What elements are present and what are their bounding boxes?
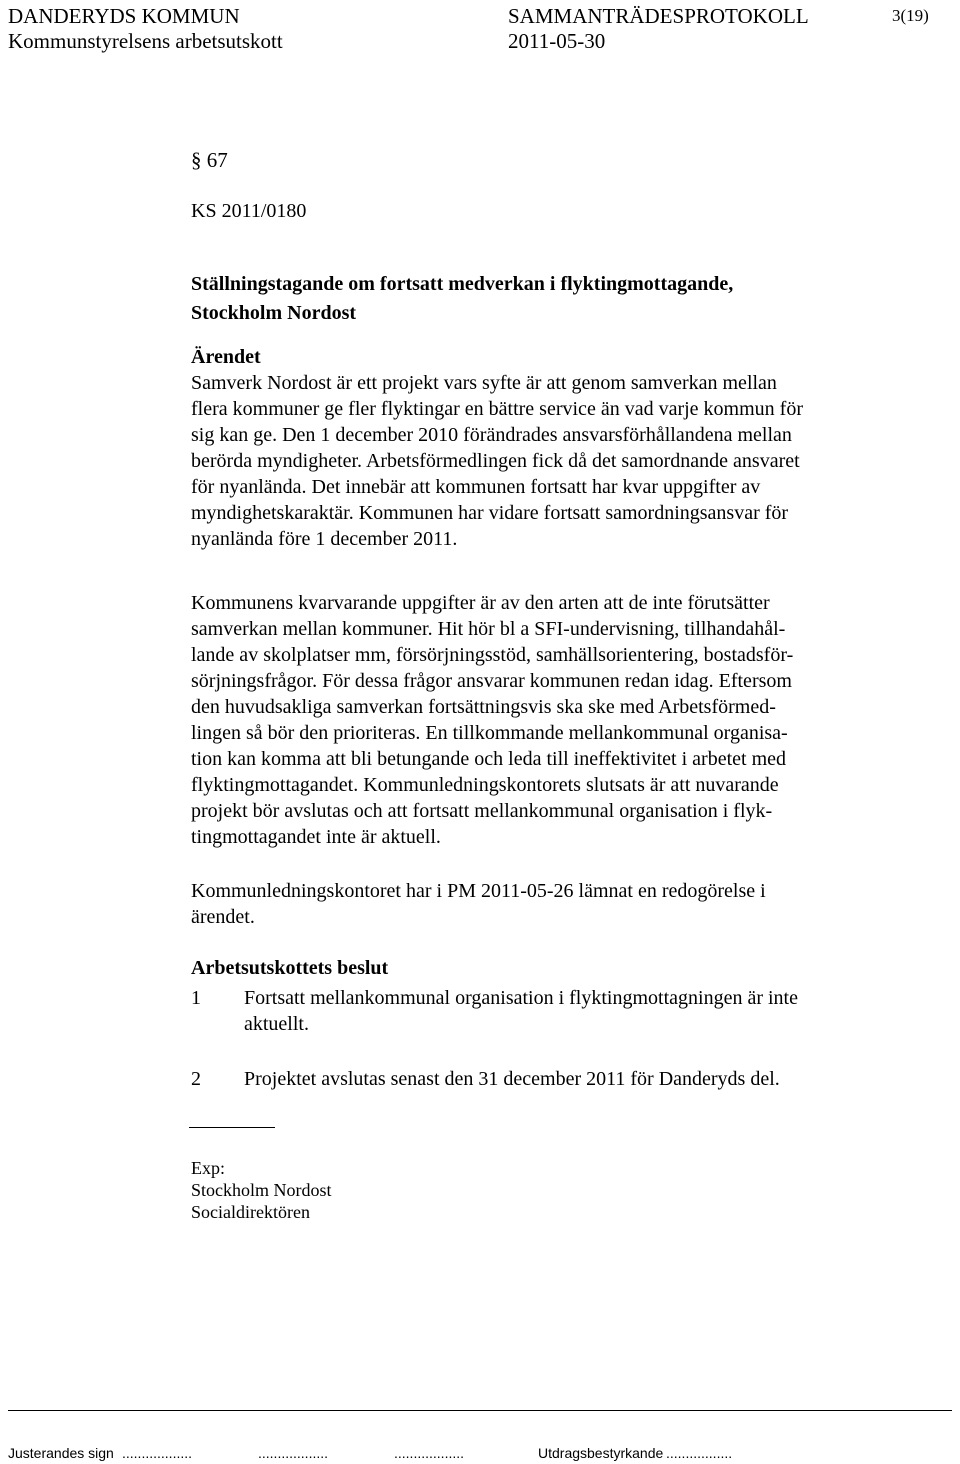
arendet-paragraph-3 — [191, 878, 766, 930]
footer-rule — [8, 1410, 952, 1411]
text-line: projekt bör avslutas och att fortsatt mellankommunal organisation i flyk- — [191, 800, 773, 822]
expedition-recipient: Socialdirektören — [191, 1202, 310, 1222]
committee-name: Kommunstyrelsens arbetsutskott — [8, 29, 283, 53]
text-line: samverkan mellan kommuner. Hit hör bl a SFI-undervisning, tillhandahål- — [191, 618, 786, 640]
arendet-paragraph-2 — [191, 590, 793, 850]
expedition-separator — [189, 1127, 275, 1128]
decision-number: 2 — [191, 1068, 201, 1090]
expedition-list — [191, 1157, 332, 1223]
text-line: lande av skolplatser mm, försörjningsstöd, samhällsorientering, bostadsför- — [191, 644, 794, 666]
text-line: för nyanlända. Det innebär att kommunen fortsatt har kvar uppgifter av — [191, 476, 761, 498]
decision-number: 1 — [191, 987, 201, 1009]
page-number: 3(19) — [892, 6, 929, 25]
text-line: Fortsatt mellankommunal organisation i flyktingmottagningen är inte — [244, 987, 798, 1009]
protocol-type: SAMMANTRÄDESPROTOKOLL — [508, 4, 809, 28]
text-line: sörjningsfrågor. För dessa frågor ansvarar kommunen redan idag. Eftersom — [191, 670, 792, 692]
expedition-recipient: Stockholm Nordost — [191, 1180, 332, 1200]
beslut-heading: Arbetsutskottets beslut — [191, 957, 389, 979]
text-line: myndighetskaraktär. Kommunen har vidare fortsatt samordningsansvar för — [191, 502, 789, 524]
signature-dots: .................. — [394, 1445, 465, 1461]
signature-dots: .................. — [122, 1445, 193, 1461]
justerandes-sign-label: Justerandes sign — [8, 1445, 114, 1461]
text-line: tingmottagandet inte är aktuell. — [191, 826, 441, 848]
utdragsbestyrkande-label: Utdragsbestyrkande — [538, 1445, 664, 1461]
meeting-date: 2011-05-30 — [508, 29, 606, 53]
text-line: berörda myndigheter. Arbetsförmedlingen fick då det samordnande ansvaret — [191, 450, 800, 472]
paragraph-heading — [191, 147, 228, 173]
text-line: nyanlända före 1 december 2011. — [191, 528, 458, 550]
text-line: lingen så bör den prioriteras. En tillkommande mellankommunal organisa- — [191, 722, 788, 744]
text-line: Kommunledningskontoret har i PM 2011-05-26 lämnat en redogörelse i — [191, 880, 766, 902]
text-line: tion kan komma att bli betungande och leda till ineffektivitet i arbetet med — [191, 748, 787, 770]
paragraph-number: 67 — [206, 148, 228, 172]
text-line: flera kommuner ge fler flyktingar en bättre service än vad varje kommun för — [191, 398, 803, 420]
municipality-name: DANDERYDS KOMMUN — [8, 4, 240, 28]
text-line: aktuellt. — [244, 1013, 309, 1035]
text-line: sig kan ge. Den 1 december 2010 förändrades ansvarsförhållandena mellan — [191, 424, 792, 446]
arendet-paragraph-1 — [191, 370, 803, 552]
arendet-heading: Ärendet — [191, 346, 261, 368]
case-number: KS 2011/0180 — [191, 200, 307, 222]
title-line: Stockholm Nordost — [191, 302, 357, 324]
item-title — [191, 270, 733, 328]
signature-dots: .................. — [258, 1445, 329, 1461]
text-line: flyktingmottagandet. Kommunledningskontorets slutsats är att nuvarande — [191, 774, 779, 796]
title-line: Ställningstagande om fortsatt medverkan i flyktingmottagande, — [191, 273, 734, 295]
text-line: den huvudsakliga samverkan fortsättningsvis ska ske med Arbetsförmed- — [191, 696, 776, 718]
expedition-label: Exp: — [191, 1158, 225, 1178]
text-line: ärendet. — [191, 906, 255, 928]
signature-dots: ................. — [666, 1445, 733, 1461]
decision-text — [244, 985, 798, 1037]
paragraph-symbol: § — [191, 148, 202, 172]
text-line: Projektet avslutas senast den 31 december 2011 för Danderyds del. — [244, 1068, 780, 1090]
text-line: Kommunens kvarvarande uppgifter är av den arten att de inte förutsätter — [191, 592, 770, 614]
text-line: Samverk Nordost är ett projekt vars syfte är att genom samverkan mellan — [191, 372, 777, 394]
decision-text — [244, 1066, 780, 1092]
